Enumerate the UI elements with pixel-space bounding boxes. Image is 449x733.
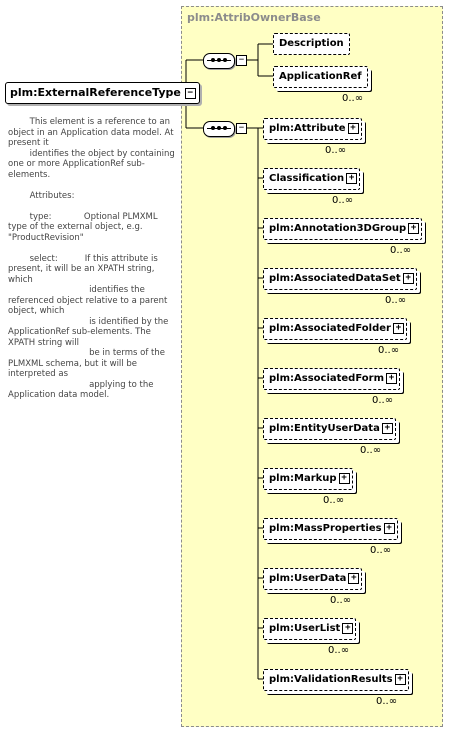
root-documentation: This element is a reference to an object in an Application data model. At present it identifies the object by containing one or more ApplicationRef sub-elements. Attributes: type: Optional PLMXML type of the external object, e.g. "ProductRevision" select: If this attribute is present, it will be an XPATH string, which identifies the referenced object relative to a parent object, which is identified by the ApplicationRef sub-elements. The XPATH string will be in terms of the PLMXML schema, but it will be interpreted as applying to the Application data model. (8, 117, 175, 400)
element-validation-results[interactable] (263, 669, 409, 691)
expand-icon[interactable]: + (403, 273, 414, 284)
expand-icon[interactable]: + (348, 573, 359, 584)
element-classification[interactable] (263, 168, 360, 190)
collapse-icon[interactable]: − (236, 123, 247, 134)
multiplicity-label: 0..∞ (328, 645, 350, 656)
root-element-label: plm:ExternalReferenceType (10, 86, 181, 99)
element-description[interactable] (273, 33, 350, 55)
element-label: plm:Attribute (269, 123, 346, 134)
element-label: plm:Markup (269, 473, 337, 484)
multiplicity-label: 0..∞ (372, 395, 394, 406)
element-label: plm:MassProperties (269, 523, 382, 534)
element-label: plm:AssociatedDataSet (269, 273, 401, 284)
base-group-title: plm:AttribOwnerBase (187, 11, 321, 24)
collapse-icon[interactable]: − (236, 55, 247, 66)
element-entity-user-data[interactable] (263, 418, 396, 440)
multiplicity-label: 0..∞ (360, 445, 382, 456)
expand-icon[interactable]: + (386, 373, 397, 384)
sequence-compositor-icon[interactable] (203, 121, 235, 137)
element-label: plm:ValidationResults (269, 674, 393, 685)
element-attribute[interactable] (263, 118, 362, 140)
expand-icon[interactable]: + (348, 123, 359, 134)
multiplicity-label: 0..∞ (385, 295, 407, 306)
expand-icon[interactable]: + (342, 623, 353, 634)
element-label: plm:EntityUserData (269, 423, 380, 434)
element-label: ApplicationRef (279, 71, 362, 82)
element-label: plm:UserList (269, 623, 341, 634)
multiplicity-label: 0..∞ (332, 195, 354, 206)
expand-icon[interactable]: + (408, 223, 419, 234)
multiplicity-label: 0..∞ (330, 595, 352, 606)
element-user-data[interactable] (263, 568, 362, 590)
multiplicity-label: 0..∞ (323, 495, 345, 506)
element-label: plm:UserData (269, 573, 347, 584)
element-associated-folder[interactable] (263, 318, 407, 340)
expand-icon[interactable]: + (346, 173, 357, 184)
multiplicity-label: 0..∞ (390, 245, 412, 256)
element-label: plm:AssociatedForm (269, 373, 384, 384)
root-element-external-reference-type[interactable] (5, 82, 200, 104)
expand-icon[interactable]: + (384, 523, 395, 534)
multiplicity-label: 0..∞ (370, 545, 392, 556)
multiplicity-label: 0..∞ (376, 696, 398, 707)
element-label: plm:Annotation3DGroup (269, 223, 407, 234)
element-label: Description (279, 38, 344, 49)
collapse-icon[interactable]: − (185, 88, 196, 99)
element-associated-data-set[interactable] (263, 268, 417, 290)
element-mass-properties[interactable] (263, 518, 398, 540)
element-application-ref[interactable] (273, 66, 368, 88)
element-user-list[interactable] (263, 618, 356, 640)
multiplicity-label: 0..∞ (342, 93, 364, 104)
expand-icon[interactable]: + (382, 423, 393, 434)
multiplicity-label: 0..∞ (378, 345, 400, 356)
element-label: plm:AssociatedFolder (269, 323, 391, 334)
element-markup[interactable] (263, 468, 353, 490)
sequence-compositor-icon[interactable] (203, 53, 235, 69)
element-annotation-3d-group[interactable] (263, 218, 422, 240)
element-associated-form[interactable] (263, 368, 400, 390)
expand-icon[interactable]: + (395, 674, 406, 685)
expand-icon[interactable]: + (393, 323, 404, 334)
multiplicity-label: 0..∞ (325, 145, 347, 156)
element-label: Classification (269, 173, 345, 184)
expand-icon[interactable]: + (339, 473, 350, 484)
